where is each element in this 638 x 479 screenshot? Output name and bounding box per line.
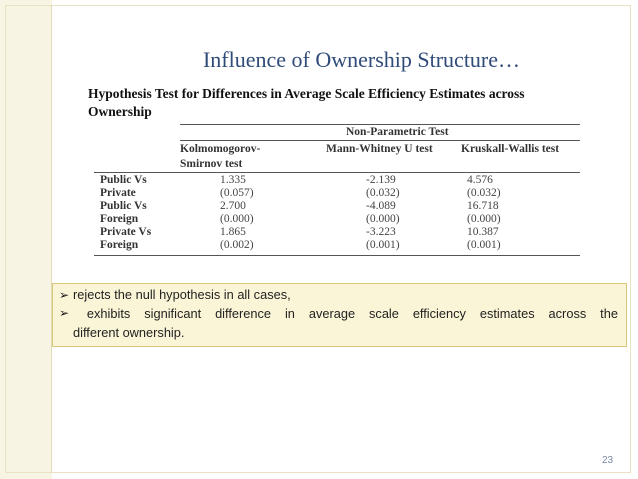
results-table	[94, 124, 580, 258]
col-header-mw: Mann-Whitney U test	[326, 143, 433, 155]
cell-kw: (0.001)	[467, 239, 501, 251]
bullet-item	[55, 306, 618, 321]
bullet-word: estimates	[479, 306, 535, 321]
bullet-word: significant	[144, 306, 202, 321]
cell-mw: -3.223	[366, 226, 396, 238]
bullet-word: average	[308, 306, 356, 321]
cell-ks: (0.002)	[220, 239, 254, 251]
bullet-text: rejects the null hypothesis in all cases,	[73, 287, 291, 302]
table-bottom-rule	[94, 255, 580, 256]
cell-ks: (0.057)	[220, 187, 254, 199]
bullet-word: the	[600, 306, 618, 321]
row-label: Foreign	[100, 239, 139, 251]
bullet-continuation: different ownership.	[73, 325, 185, 340]
col-header-ks-line2: Smirnov test	[180, 158, 243, 170]
group-header-rule	[180, 140, 580, 141]
bullet-word: across	[548, 306, 587, 321]
cell-ks: 1.335	[220, 174, 246, 186]
cell-ks: 2.700	[220, 200, 246, 212]
bullet-item	[55, 287, 291, 302]
page-number: 23	[602, 455, 614, 466]
table-caption	[88, 85, 618, 121]
row-label: Public Vs	[100, 200, 147, 212]
cell-kw: 10.387	[467, 226, 499, 238]
bullet-word: in	[284, 306, 295, 321]
row-label: Private Vs	[100, 226, 152, 238]
slide-frame-divider	[51, 5, 52, 473]
arrow-bullet-icon: ➢	[58, 306, 70, 320]
row-label: Public Vs	[100, 174, 147, 186]
row-label: Foreign	[100, 213, 139, 225]
cell-kw: 4.576	[467, 174, 493, 186]
cell-mw: -2.139	[366, 174, 396, 186]
bullet-word: difference	[215, 306, 272, 321]
cell-ks: (0.000)	[220, 213, 254, 225]
table-top-rule	[180, 124, 580, 125]
cell-mw: (0.000)	[366, 213, 400, 225]
col-header-ks-line1: Kolmomogorov-	[180, 143, 261, 155]
table-caption-line-2: Ownership	[88, 104, 152, 119]
table-caption-line-1: Hypothesis Test for Differences in Average Scale Efficiency Estimates across	[88, 86, 525, 101]
arrow-bullet-icon: ➢	[58, 288, 70, 302]
cell-mw: (0.032)	[366, 187, 400, 199]
cell-kw: (0.032)	[467, 187, 501, 199]
cell-mw: (0.001)	[366, 239, 400, 251]
cell-kw: (0.000)	[467, 213, 501, 225]
bullet-word: efficiency	[412, 306, 466, 321]
bullet-word: scale	[369, 306, 399, 321]
slide-title: Influence of Ownership Structure…	[202, 47, 521, 72]
group-header: Non-Parametric Test	[346, 126, 449, 138]
col-header-kw: Kruskall-Wallis test	[461, 143, 560, 155]
cell-ks: 1.865	[220, 226, 246, 238]
bullet-word: exhibits	[86, 306, 131, 321]
conclusion-box	[52, 283, 627, 347]
header-bottom-rule	[94, 172, 580, 173]
row-label: Private	[100, 187, 136, 199]
cell-kw: 16.718	[467, 200, 499, 212]
cell-mw: -4.089	[366, 200, 396, 212]
